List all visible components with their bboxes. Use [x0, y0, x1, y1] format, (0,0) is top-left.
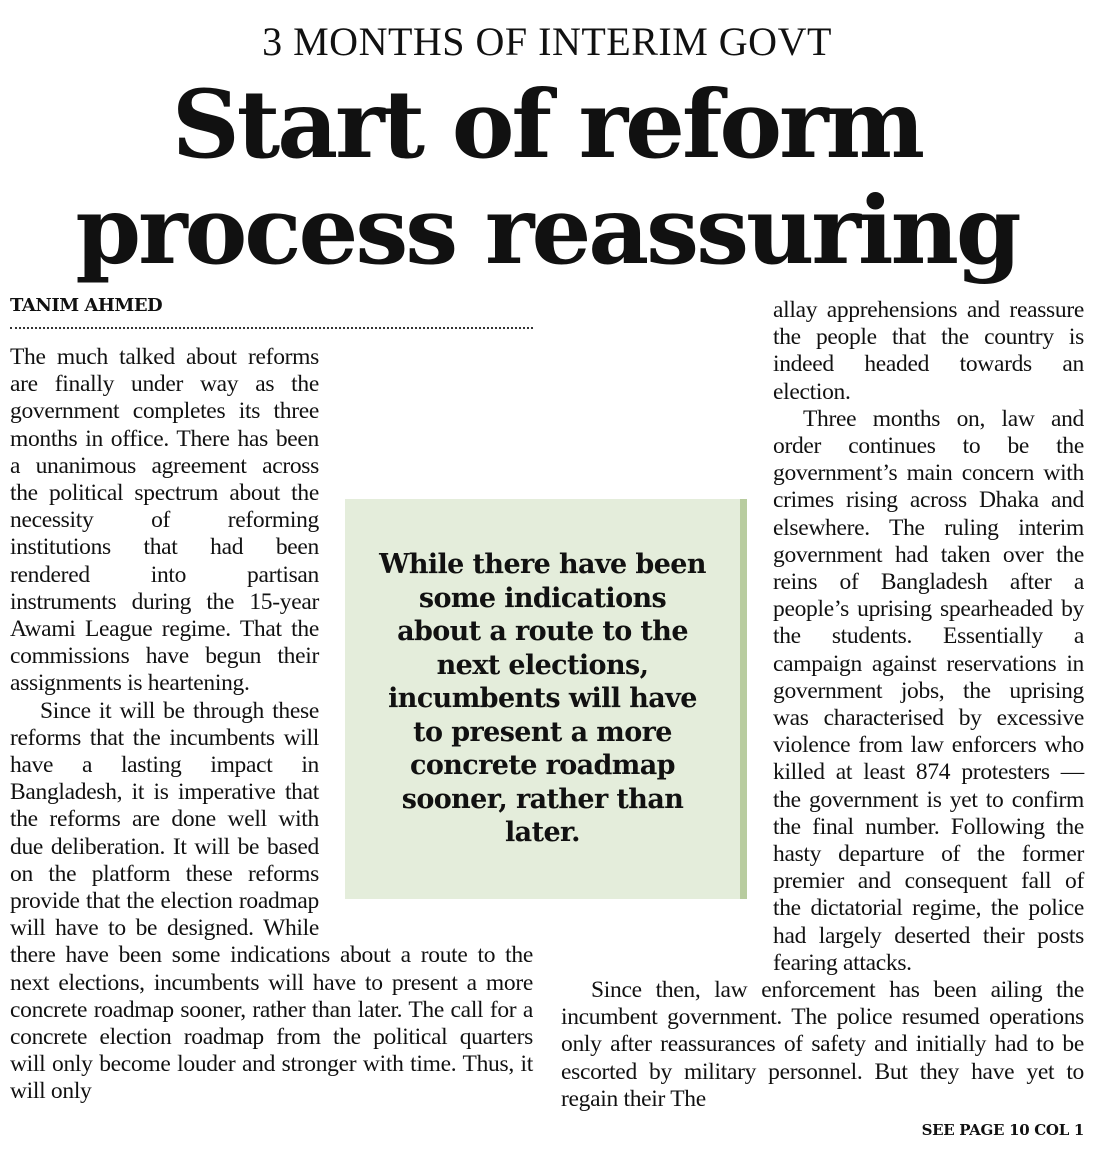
headline-line-2: process reassuring — [75, 176, 1019, 286]
paragraph: Three months on, law and order continues to be the government’s main concern with crimes rising across Dhaka and elsewhere. The ruling interim government had taken over the reins of Bangladesh after a people’s uprising spearheaded by the students. Essentially a campaign against reservations in government jobs, the uprising was characterised by excessive violence from law enforcers who killed at least 874 protesters — the government is yet to confirm the final number. Following the hasty departure of the former premier and consequent fall of the dictatorial regime, the police had largely deserted their posts fearing attacks. — [773, 405, 1084, 976]
continuation-jump-line: SEE PAGE 10 COL 1 — [921, 1121, 1084, 1139]
paragraph: Since it will be through these reforms that the incumbents will have a lasting impact in Bangladesh, it is imperative that the reforms are done well with due deliberation. It will be based on the platform these reforms provide that the election roadmap will have to be designed. While there have been some indications about a route to the next elections, incumbents will have to present a more concrete roadmap sooner, rather than later. The call for a concrete election roadmap from the political quarters will only become louder and stronger with time. Thus, it will only — [10, 697, 533, 1105]
pullquote-text: While there have been some indications about a route to the next elections, incumbents will have to present a more concrete roadmap sooner, rather than later. — [379, 549, 706, 849]
byline: TANIM AHMED — [10, 295, 163, 316]
paragraph: Since then, law enforcement has been ailing the incumbent government. The police resumed operations only after reassurances of safety and initially had to be escorted by military personnel. But they have yet to regain their The — [561, 977, 1084, 1112]
pullquote-box — [345, 499, 747, 899]
headline-line-1: Start of reform — [171, 70, 923, 180]
paragraph: The much talked about reforms are finally under way as the government completes its three months in office. There has been a unanimous agreement across the political spectrum about the necessity of reforming institutions that had been rendered into partisan instruments during the 15-year Awami League regime. That the commissions have begun their assignments is heartening. — [10, 344, 319, 697]
kicker: 3 MONTHS OF INTERIM GOVT — [262, 19, 832, 64]
byline-divider — [10, 327, 533, 329]
headline — [0, 72, 1094, 284]
paragraph: allay apprehensions and reassure the people that the country is indeed headed towards an election. — [773, 297, 1084, 405]
